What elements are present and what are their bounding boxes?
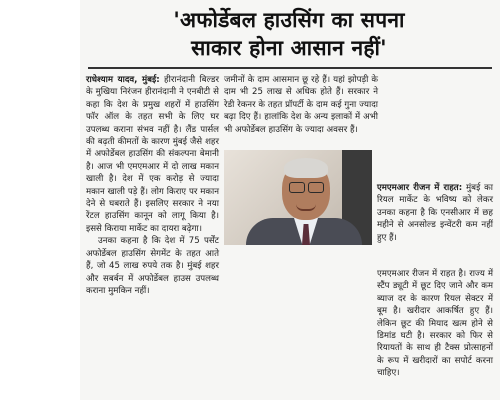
article-column-3-continued bbox=[377, 268, 493, 380]
column-1-paragraph-1 bbox=[86, 74, 219, 235]
article-column-2 bbox=[224, 74, 378, 136]
column-3-paragraph-2: एमएमआर रीजन में राहत है। राज्य में स्टैंप ड्यूटी में छूट दिए जाने और कम ब्याज दर के कारण रियल सेक्टर में बूम है। खरीदार आकर्षित हुए हैं। लेकिन छूट की मियाद खत्म होने से डिमांड घटी है। सरकार को फिर से रियायतों के साथ ही टैक्स प्रोत्साहनों के रूप में खरीदारों का सपोर्ट करना चाहिए। bbox=[377, 269, 493, 379]
article-column-3 bbox=[377, 182, 493, 244]
byline: राधेश्याम यादव, मुंबई: bbox=[86, 75, 160, 85]
column-2-paragraph-1: जमीनों के दाम आसमान छू रहे हैं। यहां झोपड़ी के दाम भी 25 लाख से अधिक होते हैं। सरकार ने रेडी रेकनर के तहत प्रॉपर्टी के दाम कई गुना ज्यादा बढ़ा दिए हैं। हालांकि देश के अन्य इलाकों में अभी भी अफोर्डेबल हाउसिंग के ज्यादा अवसर हैं। bbox=[224, 75, 378, 135]
headline-line-2: साकार होना आसान नहीं' bbox=[191, 36, 387, 60]
column-1-paragraph-2: उनका कहना है कि देश में 75 पर्सेंट अफोर्डेबल हाउसिंग सेगमेंट के तहत आते हैं, जो 45 लाख रुपये तक है। मुंबई शहर और सबर्बन में अफोर्डेबल हाउस उपलब्ध कराना मुमकिन नहीं। bbox=[86, 236, 219, 296]
photo-glasses-right bbox=[308, 182, 324, 193]
headline-line-1: 'अफोर्डेबल हाउसिंग का सपना bbox=[173, 8, 405, 32]
photo-hair bbox=[284, 158, 328, 178]
portrait-photo bbox=[224, 150, 372, 245]
column-1-text: हीरानंदानी बिल्डर के मुखिया निरंजन हीरानंदानी ने एनबीटी से कहा कि देश के प्रमुख शहरों में हाउसिंग फॉर ऑल के तहत सभी के लिए घर उपलब्ध कराना संभव नहीं है। लैंड पार्सल की बढ़ती कीमतों के कारण मुंबई जैसे शहर में अफोर्डेबल हाउसिंग की संकल्पना बेमानी है। आज भी एमएमआर में दो लाख मकान खाली है। देश में एक करोड़ से ज्यादा मकान खाली पड़े हैं। लोग किराए पर मकान देने से घबराते हैं। इसलिए सरकार ने नया रेंटल हाउसिंग कानून को लागू किया है। इससे किराया मार्केट का दायरा बढ़ेगा। bbox=[86, 75, 219, 234]
column-3-text: मुंबई का रियल मार्केट के भविष्य को लेकर उनका कहना है कि एनसीआर में छह महीने से अनसोल्ड इन्वेंटरी कम नहीं हुए हैं। bbox=[377, 183, 493, 243]
article-column-1 bbox=[86, 74, 219, 297]
article-headline bbox=[88, 6, 490, 62]
column-3-paragraph bbox=[377, 182, 493, 244]
headline-divider bbox=[88, 67, 492, 69]
photo-glasses-left bbox=[289, 182, 305, 193]
subheading: एमएमआर रीजन में राहत: bbox=[377, 183, 463, 193]
